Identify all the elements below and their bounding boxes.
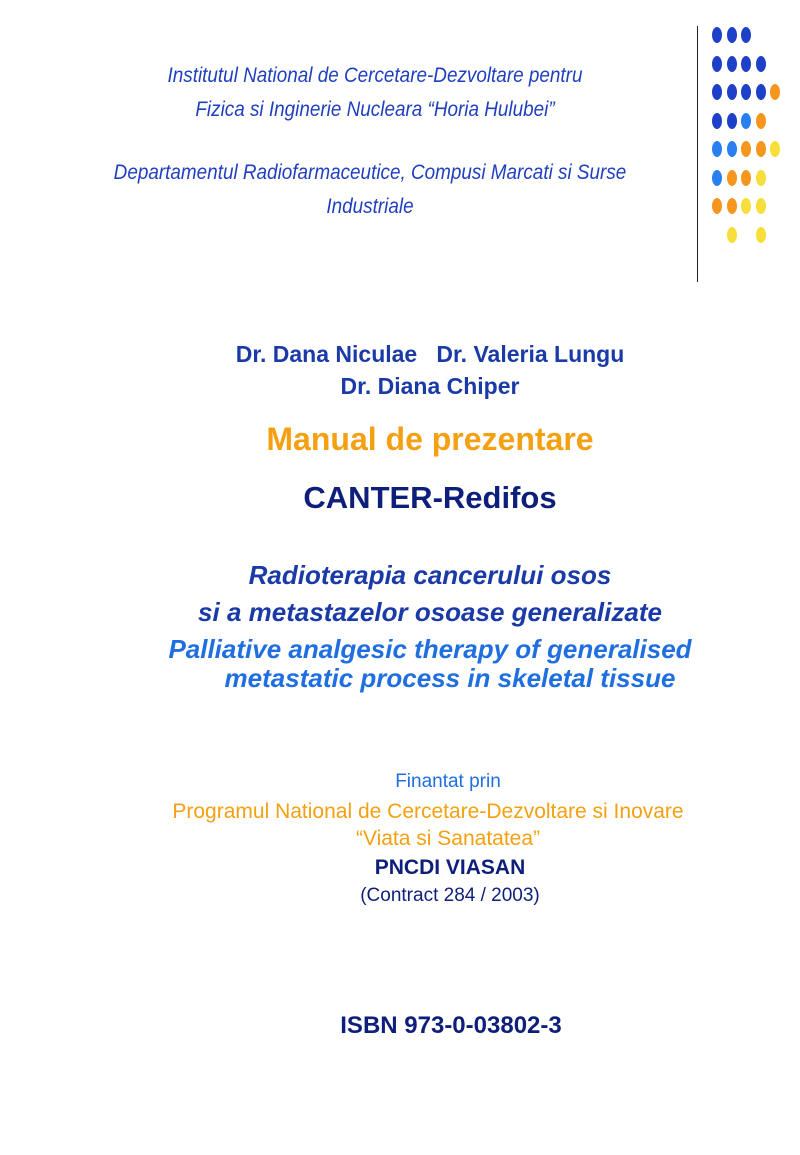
isbn: ISBN 973-0-03802-3 <box>340 1012 562 1039</box>
subtitle-romanian <box>0 557 800 631</box>
decorative-dot <box>756 56 766 72</box>
subtitle-ro-line-2: si a metastazelor osoase generalizate <box>198 597 662 627</box>
manual-title: Manual de prezentare <box>266 421 594 457</box>
department-line-2: Industriale <box>326 195 414 218</box>
funding-label: Finantat prin <box>395 771 501 792</box>
decorative-dot <box>741 56 751 72</box>
authors-line-1: Dr. Dana Niculae Dr. Valeria Lungu <box>235 341 625 367</box>
decorative-dot <box>727 227 737 243</box>
decorative-dot <box>712 113 722 129</box>
contract-number: (Contract 284 / 2003) <box>360 885 540 906</box>
product-title: CANTER-Redifos <box>303 480 557 515</box>
subtitle-en-line-2: metastatic process in skeletal tissue <box>224 663 676 693</box>
decorative-dot <box>712 84 722 100</box>
decorative-dot <box>770 84 780 100</box>
department-line-1: Departamentul Radiofarmaceutice, Compusi Marcati si Surse <box>113 161 627 184</box>
decorative-dot <box>741 84 751 100</box>
decorative-dot <box>727 84 737 100</box>
subtitle-en-line-1: Palliative analgesic therapy of generalised <box>168 634 692 664</box>
decorative-dot <box>756 227 766 243</box>
decorative-dot <box>727 56 737 72</box>
institute-name <box>92 59 659 127</box>
program-line-2: “Viata si Sanatatea” <box>355 827 541 850</box>
decorative-dot <box>712 56 722 72</box>
authors <box>0 338 800 402</box>
decorative-dot <box>727 198 737 214</box>
decorative-dot <box>756 141 766 157</box>
decorative-dot <box>741 27 751 43</box>
program-code: PNCDI VIASAN <box>374 856 526 879</box>
program-line-1: Programul National de Cercetare-Dezvoltare si Inovare <box>172 800 684 823</box>
decorative-dot <box>727 170 737 186</box>
institute-line-1: Institutul National de Cercetare-Dezvoltare pentru <box>167 64 583 87</box>
decorative-dot <box>712 141 722 157</box>
decorative-dot <box>712 198 722 214</box>
decorative-dot <box>741 198 751 214</box>
funding-program <box>0 798 800 852</box>
decorative-dot <box>727 27 737 43</box>
institute-line-2: Fizica si Inginerie Nucleara “Horia Hulubei” <box>195 98 555 121</box>
subtitle-ro-line-1: Radioterapia cancerului osos <box>248 560 612 590</box>
decorative-dot <box>727 141 737 157</box>
decorative-dot <box>712 170 722 186</box>
dot-grid-logo-icon <box>708 24 798 254</box>
decorative-dot <box>756 84 766 100</box>
department-name <box>69 156 672 224</box>
decorative-dot <box>756 113 766 129</box>
decorative-dot <box>727 113 737 129</box>
decorative-dot <box>756 198 766 214</box>
decorative-dot <box>741 141 751 157</box>
decorative-dot <box>741 170 751 186</box>
decorative-dot <box>756 170 766 186</box>
decorative-dot <box>712 27 722 43</box>
decorative-dot <box>741 113 751 129</box>
header-divider <box>697 26 698 282</box>
authors-line-2: Dr. Diana Chiper <box>340 373 520 399</box>
decorative-dot <box>770 141 780 157</box>
subtitle-english <box>0 635 800 693</box>
